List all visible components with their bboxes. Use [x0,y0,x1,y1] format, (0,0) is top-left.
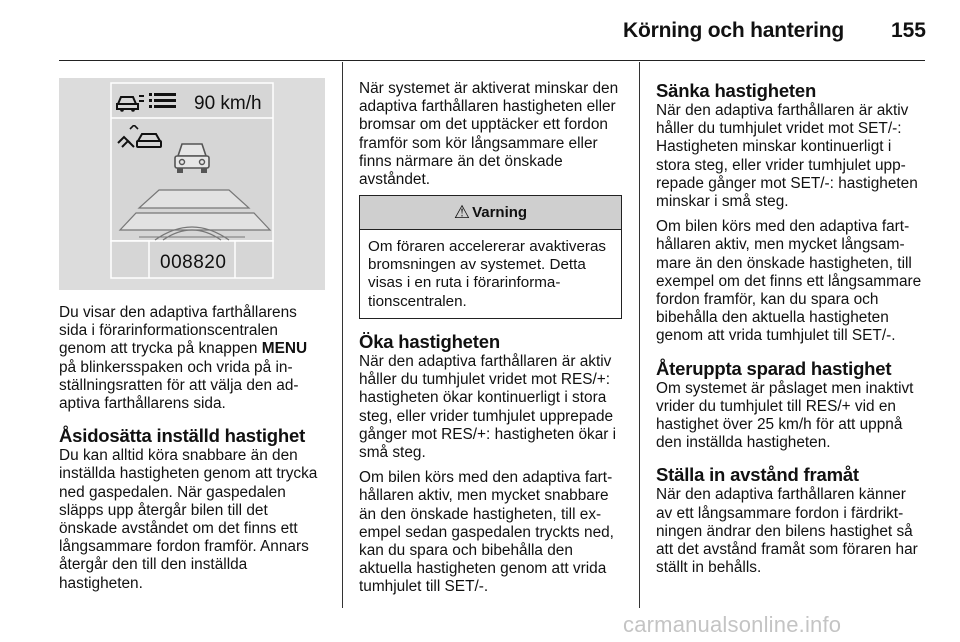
header-divider [59,60,925,61]
section-text-override-speed: Du kan alltid köra snabbare än den inställda hastigheten genom att trycka ned gaspedalen. När gaspedalen släpps upp återgår bilen till det önskade avståndet om det finns ett långsammare fordon framför. Annars återgår den till den inställda hastigheten. [59,447,318,592]
section-heading-set-distance: Ställa in avstånd framåt [656,464,859,486]
page-number: 155 [890,19,926,42]
left-column [59,304,325,600]
middle-column-lower [359,331,625,604]
menu-key-label: MENU [261,340,308,358]
section-text-decrease-speed-1: När den adaptiva farthållaren är aktiv håller du tumhjulet vridet mot SET/-: Hastigheten minskar kontinuerligt i stora steg, eller vrider tumhjulet upprepade gånger mot SET/-: hastigheten minskar i små steg. [656,102,918,211]
section-text-increase-speed-1: När den adaptiva farthållaren är aktiv håller du tumhjulet vridet mot RES/+: hastigheten ökar kontinuerligt i stora steg, eller vrider tumhjulet upprepade gånger mot RES/+: hastigheten ökar i små steg. [359,353,617,462]
section-text-increase-speed-2: Om bilen körs med den adaptiva farthållaren aktiv, men mycket snabbare än den önskade hastigheten, till exempel sedan gaspedalen tryckts ned, kan du spara och bibehålla den aktuella hastigheten genom att vrida tumhjulet till SET/-. [359,469,614,596]
adaptive-cruise-icon [115,90,145,112]
column-divider-right [639,62,640,608]
warning-triangle-icon: ⚠ [453,202,471,222]
section-heading-increase-speed: Öka hastigheten [359,331,500,352]
section-heading-resume-speed: Återuppta sparad hastighet [656,357,892,379]
section-heading-override-speed: Åsidosätta inställd hastighet [59,425,306,447]
warning-box [359,195,622,319]
warning-header [360,196,621,230]
section-text-resume-speed: Om systemet är påslaget men inaktivt vrider du tumhjulet till RES/+ vid en hastighet över 25 km/h för att uppnå den inställda hastigheten. [656,379,914,452]
section-text-decrease-speed-2: Om bilen körs med den adaptiva farthållaren aktiv, men mycket långsammare än den önskade hastigheten, till exempel om det finns ett långsammare fordon framför, kan du spara och bibehålla den aktuella hastigheten genom att vrida tumhjulet till SET/-. [656,218,922,345]
follow-distance-icon [116,125,166,151]
speed-readout: 90 km/h [194,93,262,114]
odometer-readout: 008820 [160,252,227,273]
intro-paragraph: Du visar den adaptiva farthållarens sida i förarinformationscentralen genom att trycka på knappen MENU på blinkersspaken och vrida på inställningsratten för att välja den adaptiva farthållarens sida. [59,304,308,413]
section-heading-decrease-speed: Sänka hastigheten [656,80,817,101]
system-active-paragraph: När systemet är aktiverat minskar den adaptiva farthållaren hastigheten eller bromsar om det upptäcker ett fordon framför som kör långsammare eller finns närmare än det önskade avståndet. [359,80,619,189]
distance-bars-icon [149,92,177,112]
warning-title: Varning [472,204,528,221]
page-header-title: Körning och hantering [623,19,844,42]
column-divider-left [342,62,343,608]
warning-text: Om föraren accelererar avaktiveras bromsningen av systemet. Detta visas i en ruta i förarinformationscentralen. [368,238,607,310]
section-text-set-distance: När den adaptiva farthållaren känner av ett långsammare fordon i färdriktningen ändrar den bilens hastighet så att det avstånd framåt som föraren har ställt in behålls. [656,486,918,577]
middle-column [359,80,625,196]
car-ahead-icon [172,140,212,176]
watermark: carmanualsonline.info [623,612,842,637]
right-column [656,80,924,584]
